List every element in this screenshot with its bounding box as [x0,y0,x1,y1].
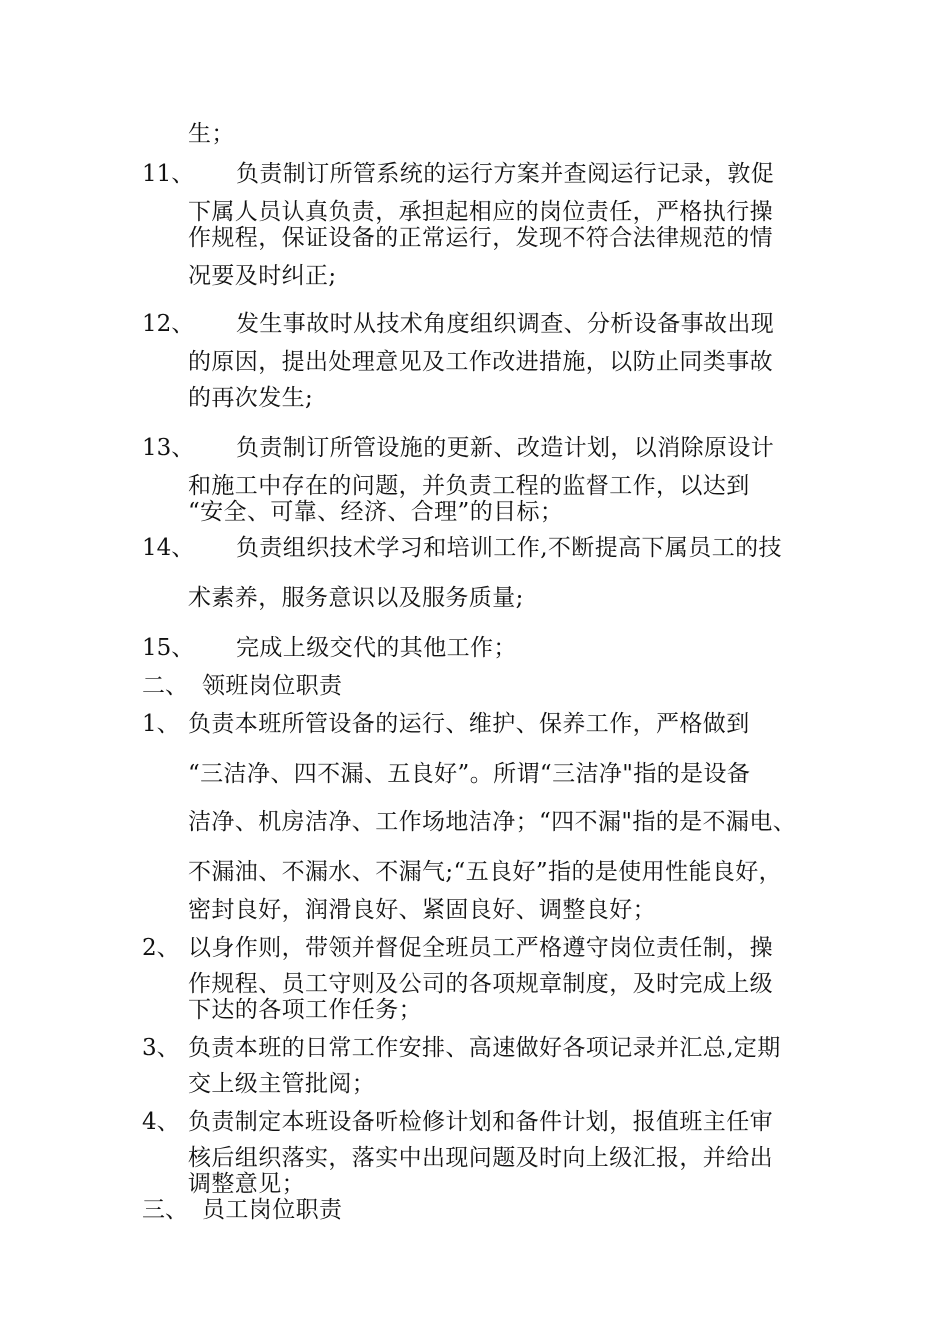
item-line: 作规程、员工守则及公司的各项规章制度，及时完成上级 [188,971,773,997]
item-line: 调整意见； [188,1171,305,1197]
item-number: 1、 [142,711,180,737]
item-line: 作规程，保证设备的正常运行，发现不符合法律规范的情 [188,225,773,251]
item-number: 11、 [142,161,195,187]
item-line: 负责组织技术学习和培训工作,不断提高下属员工的技 [236,535,782,561]
item-line: “三洁净、四不漏、五良好”。所谓“三洁净"指的是设备 [188,761,751,787]
item-line: 的原因，提出处理意见及工作改进措施，以防止同类事故 [188,349,773,375]
item-line: 不漏油、不漏水、不漏气;“五良好”指的是使用性能良好， [188,859,783,885]
item-line: 负责本班所管设备的运行、维护、保养工作，严格做到 [188,711,750,737]
item-line: 负责制订所管系统的运行方案并查阅运行记录，敦促 [236,161,775,187]
section-number: 二、 [142,673,188,699]
item-line: 下属人员认真负责，承担起相应的岗位责任，严格执行操 [188,199,773,225]
item-line: “安全、可靠、经济、合理”的目标； [188,499,564,525]
item-line: 和施工中存在的问题，并负责工程的监督工作，以达到 [188,473,750,499]
section-heading: 领班岗位职责 [202,673,343,699]
item-line: 洁净、机房洁净、工作场地洁净；“四不漏"指的是不漏电、 [188,809,797,835]
item-number: 15、 [142,635,195,661]
item-line: 完成上级交代的其他工作； [236,635,517,661]
item-line: 密封良好，润滑良好、紧固良好、调整良好； [188,897,656,923]
item-line: 负责制订所管设施的更新、改造计划，以消除原设计 [236,435,775,461]
item-number: 12、 [142,311,195,337]
item-number: 13、 [142,435,195,461]
item-number: 3、 [142,1035,180,1061]
item-line: 负责本班的日常工作安排、高速做好各项记录并汇总,定期 [188,1035,781,1061]
item-line: 下达的各项工作任务； [188,997,422,1023]
item-line: 核后组织落实，落实中出现问题及时向上级汇报，并给出 [188,1145,773,1171]
item-number: 2、 [142,935,180,961]
item-number: 14、 [142,535,195,561]
item-number: 4、 [142,1109,180,1135]
section-number: 三、 [142,1197,188,1223]
item-line: 况要及时纠正; [188,263,337,289]
item-line: 交上级主管批阅； [188,1071,376,1097]
item-line: 以身作则，带领并督促全班员工严格遵守岗位责任制，操 [188,935,773,961]
section-heading: 员工岗位职责 [202,1197,343,1223]
item-line: 发生事故时从技术角度组织调查、分析设备事故出现 [236,311,775,337]
item-line: 负责制定本班设备听检修计划和备件计划，报值班主任审 [188,1109,773,1135]
item-line: 术素养，服务意识以及服务质量; [188,585,524,611]
continuation-line: 生； [188,121,235,147]
item-line: 的再次发生; [188,385,314,411]
